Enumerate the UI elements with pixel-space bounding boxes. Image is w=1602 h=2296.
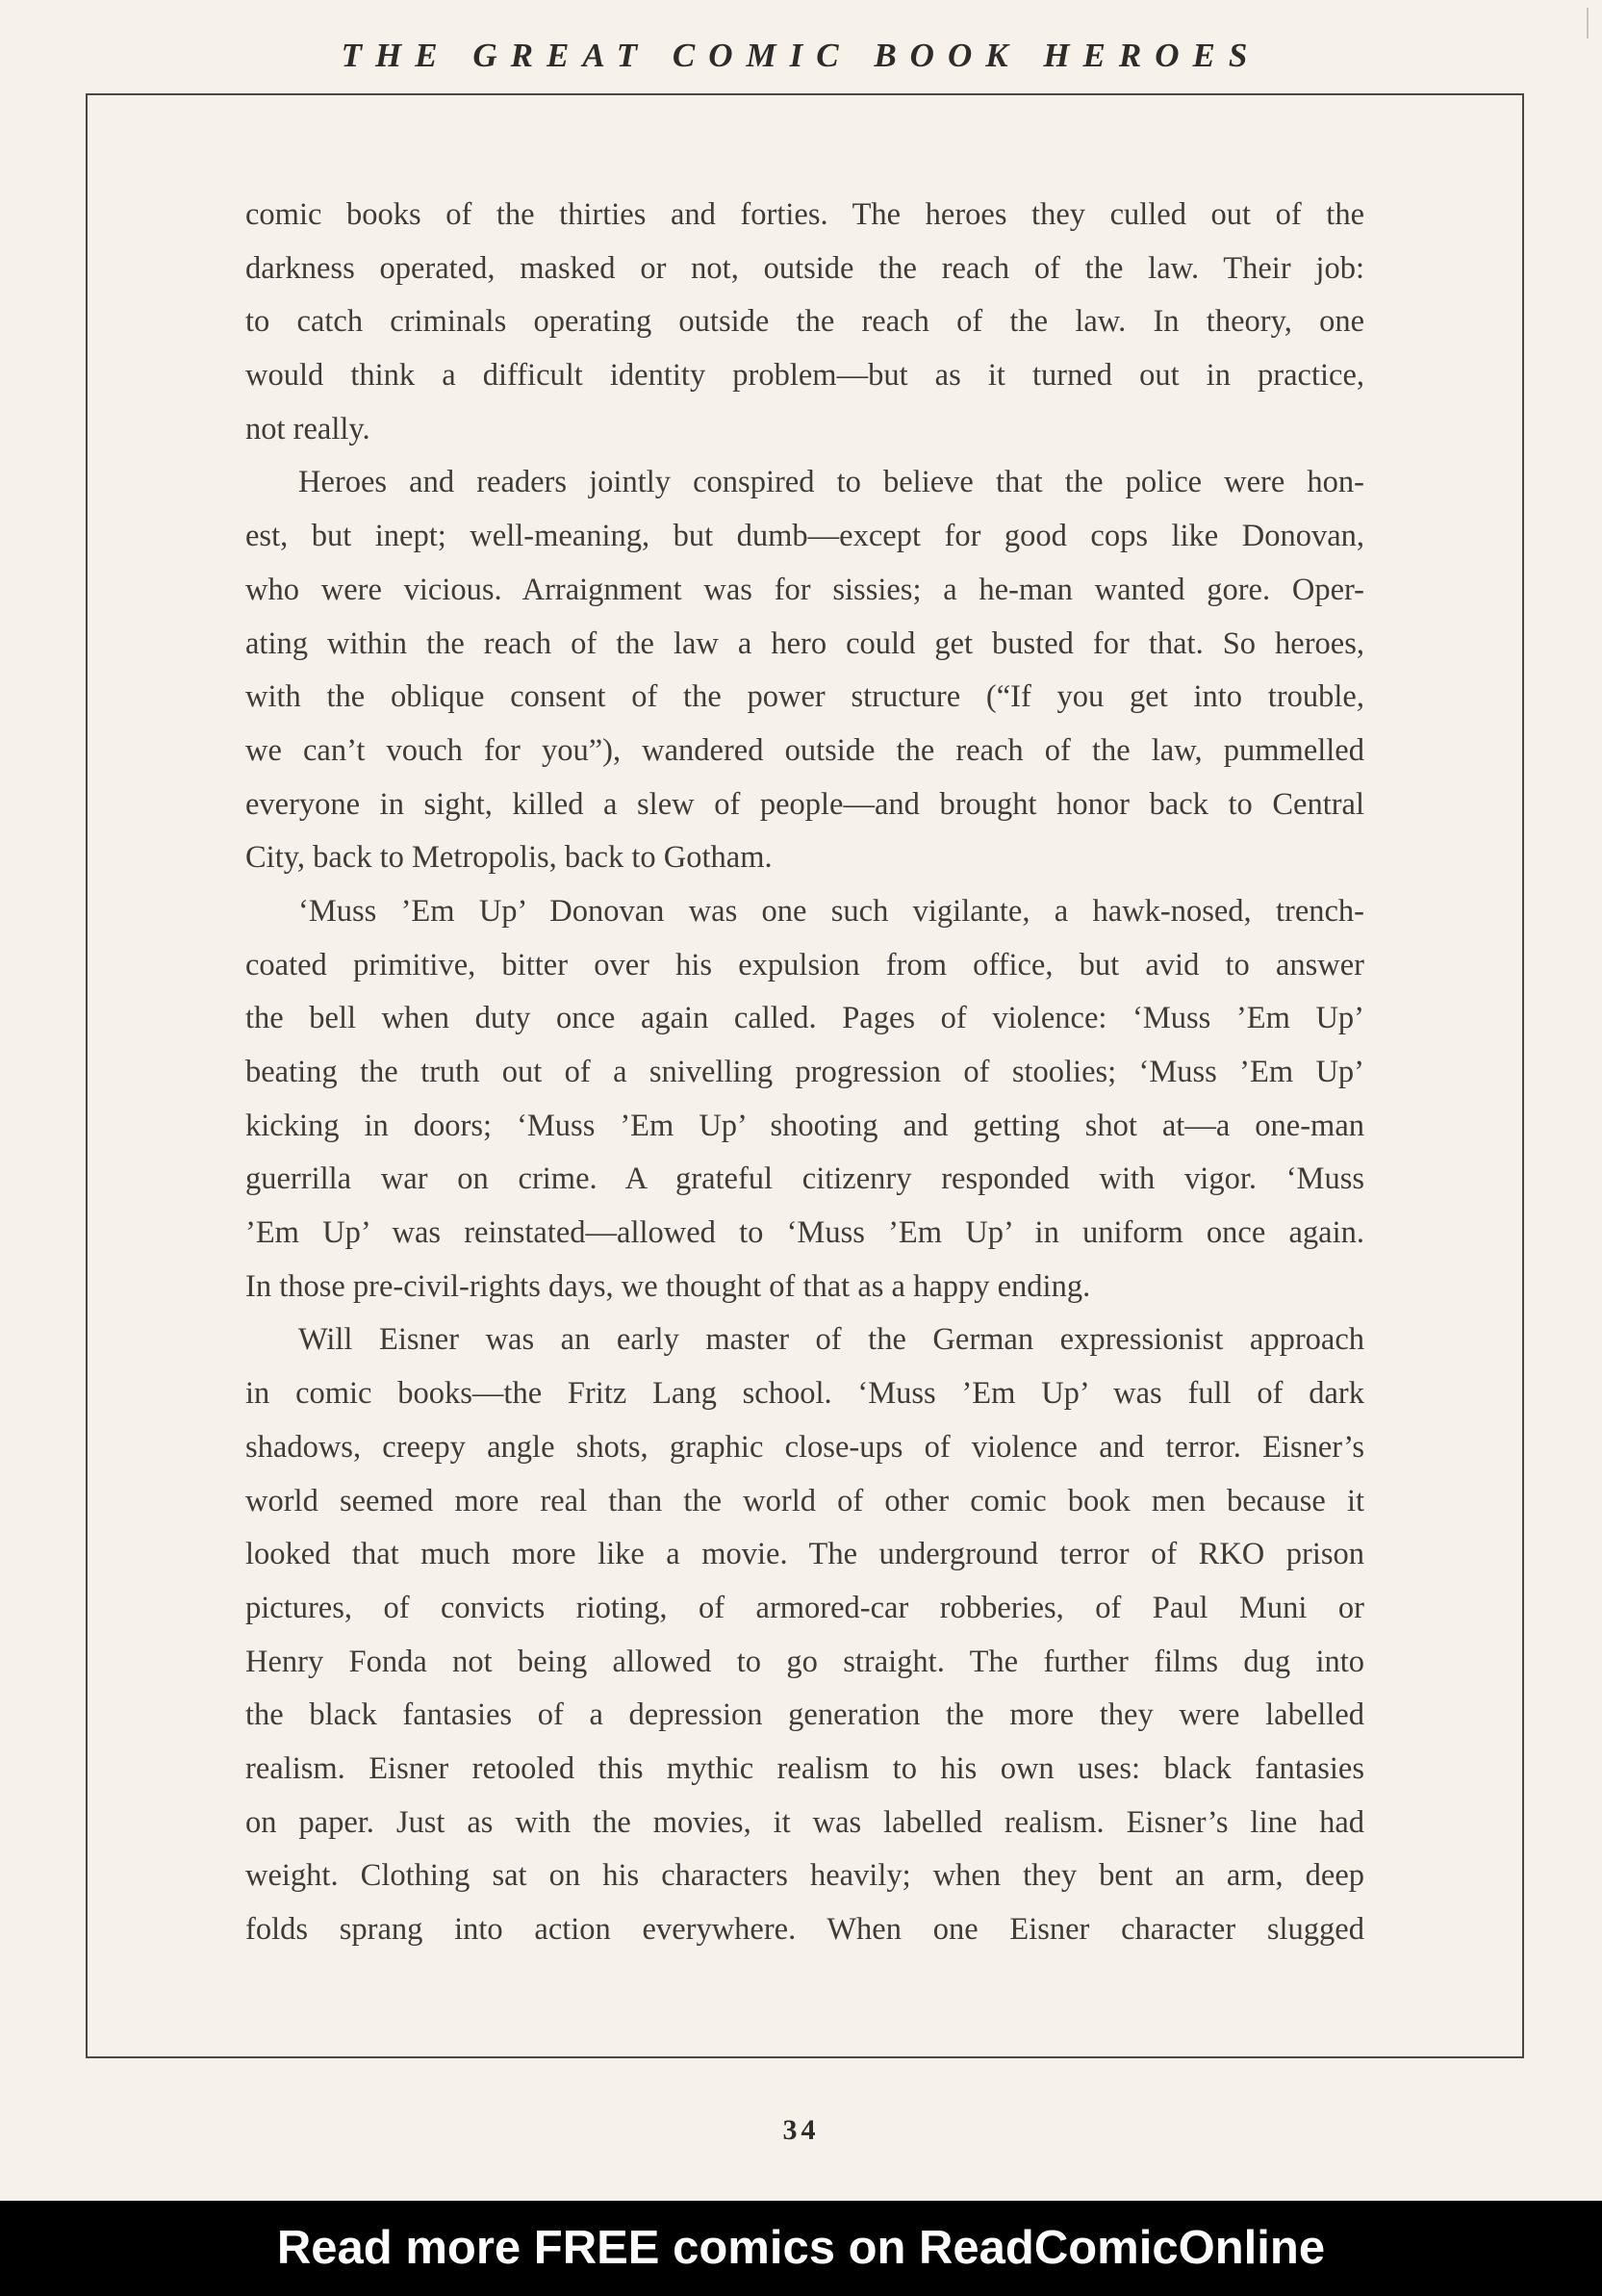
text-line: everyone in sight, killed a slew of people—and brought honor back to Central bbox=[245, 786, 1364, 822]
text-line: weight. Clothing sat on his characters heavily; when they bent an arm, deep bbox=[245, 1858, 1364, 1894]
text-line: ’Em Up’ was reinstated—allowed to ‘Muss ’Em Up’ in uniform once again. bbox=[245, 1215, 1364, 1251]
text-line: realism. Eisner retooled this mythic realism to his own uses: black fantasies bbox=[245, 1750, 1364, 1786]
page-edge-mark bbox=[1587, 8, 1589, 38]
page-number: 34 bbox=[782, 2114, 820, 2146]
text-line: darkness operated, masked or not, outside the reach of the law. Their job: bbox=[245, 250, 1364, 286]
body-text bbox=[245, 189, 1364, 1957]
text-line: kicking in doors; ‘Muss ’Em Up’ shooting and getting shot at—a one-man bbox=[245, 1108, 1364, 1143]
text-line: folds sprang into action everywhere. When one Eisner character slugged bbox=[245, 1912, 1364, 1947]
text-line: looked that much more like a movie. The underground terror of RKO prison bbox=[245, 1537, 1364, 1572]
text-line: we can’t vouch for you”), wandered outside the reach of the law, pummelled bbox=[245, 732, 1364, 768]
text-line: on paper. Just as with the movies, it was labelled realism. Eisner’s line had bbox=[245, 1804, 1364, 1840]
text-line: In those pre-civil-rights days, we thought of that as a happy ending. bbox=[245, 1268, 1091, 1304]
text-line: comic books of the thirties and forties. The heroes they culled out of the bbox=[245, 197, 1364, 232]
promo-banner[interactable]: Read more FREE comics on ReadComicOnline bbox=[0, 2201, 1602, 2296]
text-line: with the oblique consent of the power structure (“If you get into trouble, bbox=[245, 679, 1364, 715]
text-line: guerrilla war on crime. A grateful citizenry responded with vigor. ‘Muss bbox=[245, 1161, 1364, 1197]
text-line: would think a difficult identity problem—but as it turned out in practice, bbox=[245, 358, 1364, 394]
text-line: not really. bbox=[245, 411, 370, 446]
text-line: in comic books—the Fritz Lang school. ‘Muss ’Em Up’ was full of dark bbox=[245, 1376, 1364, 1412]
text-line: pictures, of convicts rioting, of armored-car robberies, of Paul Muni or bbox=[245, 1590, 1364, 1625]
text-line: ‘Muss ’Em Up’ Donovan was one such vigilante, a hawk-nosed, trench- bbox=[298, 893, 1364, 929]
text-line: est, but inept; well-meaning, but dumb—except for good cops like Donovan, bbox=[245, 519, 1364, 554]
text-line: world seemed more real than the world of other comic book men because it bbox=[245, 1483, 1364, 1518]
text-line: coated primitive, bitter over his expulsion from office, but avid to answer bbox=[245, 947, 1364, 982]
text-line: beating the truth out of a snivelling progression of stoolies; ‘Muss ’Em Up’ bbox=[245, 1055, 1364, 1089]
text-line: the bell when duty once again called. Pages of violence: ‘Muss ’Em Up’ bbox=[245, 1001, 1364, 1036]
running-head: THE GREAT COMIC BOOK HEROES bbox=[341, 37, 1261, 74]
text-line: the black fantasies of a depression generation the more they were labelled bbox=[245, 1697, 1364, 1733]
text-line: City, back to Metropolis, back to Gotham. bbox=[245, 840, 773, 876]
text-line: Heroes and readers jointly conspired to believe that the police were hon- bbox=[298, 465, 1364, 500]
text-line: ating within the reach of the law a hero could get busted for that. So heroes, bbox=[245, 625, 1364, 661]
text-line: to catch criminals operating outside the reach of the law. In theory, one bbox=[245, 304, 1364, 340]
text-line: Henry Fonda not being allowed to go straight. The further films dug into bbox=[245, 1644, 1364, 1679]
text-line: shadows, creepy angle shots, graphic close-ups of violence and terror. Eisner’s bbox=[245, 1429, 1364, 1465]
text-line: who were vicious. Arraignment was for sissies; a he-man wanted gore. Oper- bbox=[245, 572, 1364, 607]
text-line: Will Eisner was an early master of the German expressionist approach bbox=[298, 1322, 1364, 1358]
